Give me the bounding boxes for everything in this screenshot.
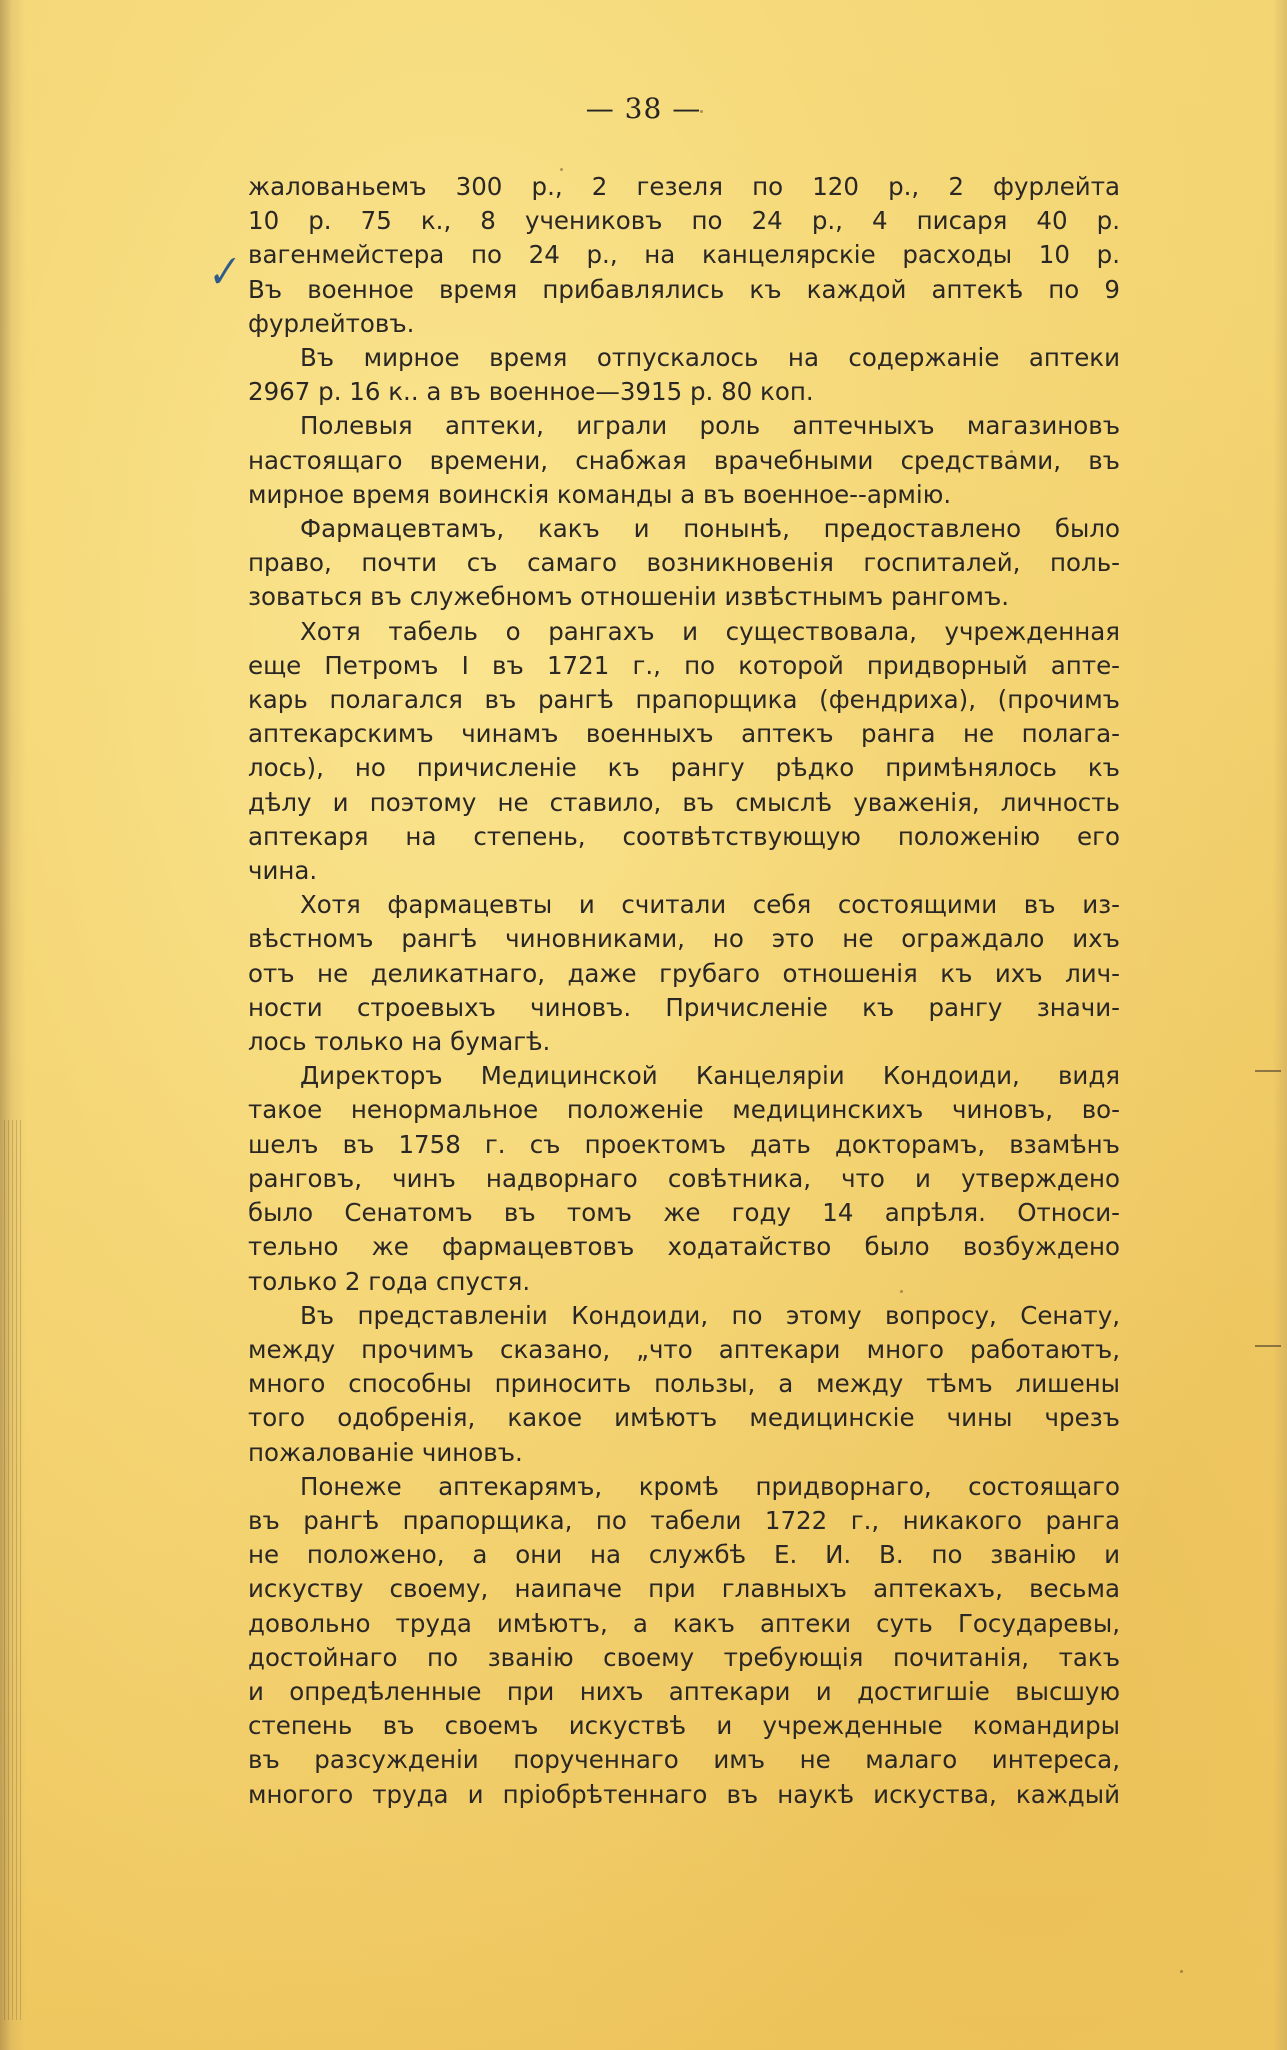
- text-line: многого труда и пріобрѣтеннаго въ наукѣ искуства, каждый: [248, 1779, 1120, 1809]
- text-line: такое ненормальное положеніе медицинскихъ чиновъ, во-: [248, 1095, 1120, 1125]
- text-line: право, почти съ самаго возникновенія госпиталей, поль-: [248, 548, 1120, 578]
- text-line: шелъ въ 1758 г. съ проектомъ дать докторамъ, взамѣнъ: [248, 1129, 1120, 1159]
- text-line: Хотя табель о рангахъ и существовала, учрежденная: [300, 616, 1120, 646]
- text-line: Фармацевтамъ, какъ и понынѣ, предоставлено было: [300, 514, 1120, 544]
- edge-mark: [1255, 1070, 1281, 1072]
- text-line: Понеже аптекарямъ, кромѣ придворнаго, состоящаго: [300, 1471, 1120, 1501]
- text-line: фурлейтовъ.: [248, 308, 415, 338]
- paragraph: [248, 409, 1120, 512]
- paragraph: [248, 1059, 1120, 1298]
- text-line: дѣлу и поэтому не ставило, въ смыслѣ уваженія, личность: [248, 787, 1120, 817]
- text-line: Въ военное время прибавлялись къ каждой аптекѣ по 9: [248, 274, 1120, 304]
- text-line: вѣстномъ рангѣ чиновниками, но это не ограждало ихъ: [248, 924, 1120, 954]
- paragraph: [248, 888, 1120, 1059]
- text-line: пожалованіе чиновъ.: [248, 1437, 523, 1467]
- body-text: [248, 170, 1120, 1812]
- paragraph: [248, 512, 1120, 615]
- text-line: и опредѣленные при нихъ аптекари и достигшіе высшую: [248, 1676, 1120, 1706]
- paragraph: [248, 170, 1120, 341]
- page-right-edge-shadow: [1273, 0, 1287, 2050]
- text-line: ранговъ, чинъ надворнаго совѣтника, что и утверждено: [248, 1163, 1120, 1193]
- text-line: чина.: [248, 856, 318, 886]
- text-line: степень въ своемъ искуствѣ и учрежденные командиры: [248, 1711, 1120, 1741]
- paper-speck: [1180, 1970, 1183, 1973]
- text-line: было Сенатомъ въ томъ же году 14 апрѣля. Относи-: [248, 1198, 1120, 1228]
- text-line: 2967 р. 16 к.. а въ военное—3915 р. 80 коп.: [248, 377, 814, 407]
- text-line: Въ мирное время отпускалось на содержаніе аптеки: [300, 343, 1120, 373]
- binding-edge-texture: [4, 1120, 22, 2020]
- paragraph: [248, 1470, 1120, 1812]
- paragraph: [248, 615, 1120, 889]
- text-line: довольно труда имѣютъ, а какъ аптеки суть Государевы,: [248, 1608, 1120, 1638]
- paragraph: [248, 1299, 1120, 1470]
- text-line: настоящаго времени, снабжая врачебными средствами, въ: [248, 445, 1120, 475]
- text-line: жалованьемъ 300 р., 2 гезеля по 120 р., 2 фурлейта: [248, 172, 1120, 201]
- text-line: ности строевыхъ чиновъ. Причисленіе къ рангу значи-: [248, 992, 1120, 1022]
- text-line: вагенмейстера по 24 р., на канцелярскіе расходы 10 р.: [248, 240, 1120, 270]
- text-line: мирное время воинскія команды а въ военное--армію.: [248, 479, 952, 509]
- text-line: въ рангѣ прапорщика, по табели 1722 г., никакого ранга: [248, 1505, 1120, 1535]
- text-line: не положено, а они на службѣ Е. И. В. по званію и: [248, 1540, 1120, 1570]
- text-line: между прочимъ сказано, „что аптекари много работаютъ,: [248, 1334, 1120, 1364]
- text-line: только 2 года спустя.: [248, 1266, 531, 1296]
- page-number-header: — 38 —: [585, 92, 702, 125]
- text-line: аптекарскимъ чинамъ военныхъ аптекъ ранга не полага-: [248, 719, 1120, 749]
- paragraph: [248, 341, 1120, 409]
- text-line: аптекаря на степень, соотвѣтствующую положенію его: [248, 821, 1120, 851]
- text-line: отъ не деликатнаго, даже грубаго отношенія къ ихъ лич-: [248, 958, 1120, 988]
- edge-mark: [1255, 1345, 1281, 1347]
- text-line: Директоръ Медицинской Канцеляріи Кондоиди, видя: [300, 1061, 1120, 1091]
- text-line: Хотя фармацевты и считали себя состоящими въ из-: [300, 890, 1120, 920]
- text-line: Въ представленіи Кондоиди, по этому вопросу, Сенату,: [300, 1300, 1120, 1330]
- text-line: карь полагался въ рангѣ прапорщика (фендриха), (прочимъ: [248, 685, 1120, 715]
- text-line: тельно же фармацевтовъ ходатайство было возбуждено: [248, 1232, 1120, 1262]
- text-line: зоваться въ служебномъ отношеніи извѣстнымъ рангомъ.: [248, 582, 1010, 612]
- text-line: того одобренія, какое имѣютъ медицинскіе чины чрезъ: [248, 1403, 1120, 1433]
- text-line: достойнаго по званію своему требующія почитанія, такъ: [248, 1642, 1120, 1672]
- text-line: еще Петромъ I въ 1721 г., по которой придворный апте-: [248, 650, 1120, 680]
- text-line: лось), но причисленіе къ рангу рѣдко примѣнялось къ: [248, 753, 1120, 783]
- handwritten-check-mark: ✓: [200, 247, 243, 299]
- text-line: въ разсужденіи порученнаго имъ не малаго интереса,: [248, 1745, 1120, 1775]
- text-line: 10 р. 75 к., 8 учениковъ по 24 р., 4 писаря 40 р.: [248, 206, 1120, 236]
- text-line: искуству своему, наипаче при главныхъ аптекахъ, весьма: [248, 1574, 1120, 1604]
- text-line: много способны приносить пользы, а между тѣмъ лишены: [248, 1369, 1120, 1399]
- text-line: лось только на бумагѣ.: [248, 1027, 551, 1057]
- text-line: Полевыя аптеки, играли роль аптечныхъ магазиновъ: [300, 411, 1120, 441]
